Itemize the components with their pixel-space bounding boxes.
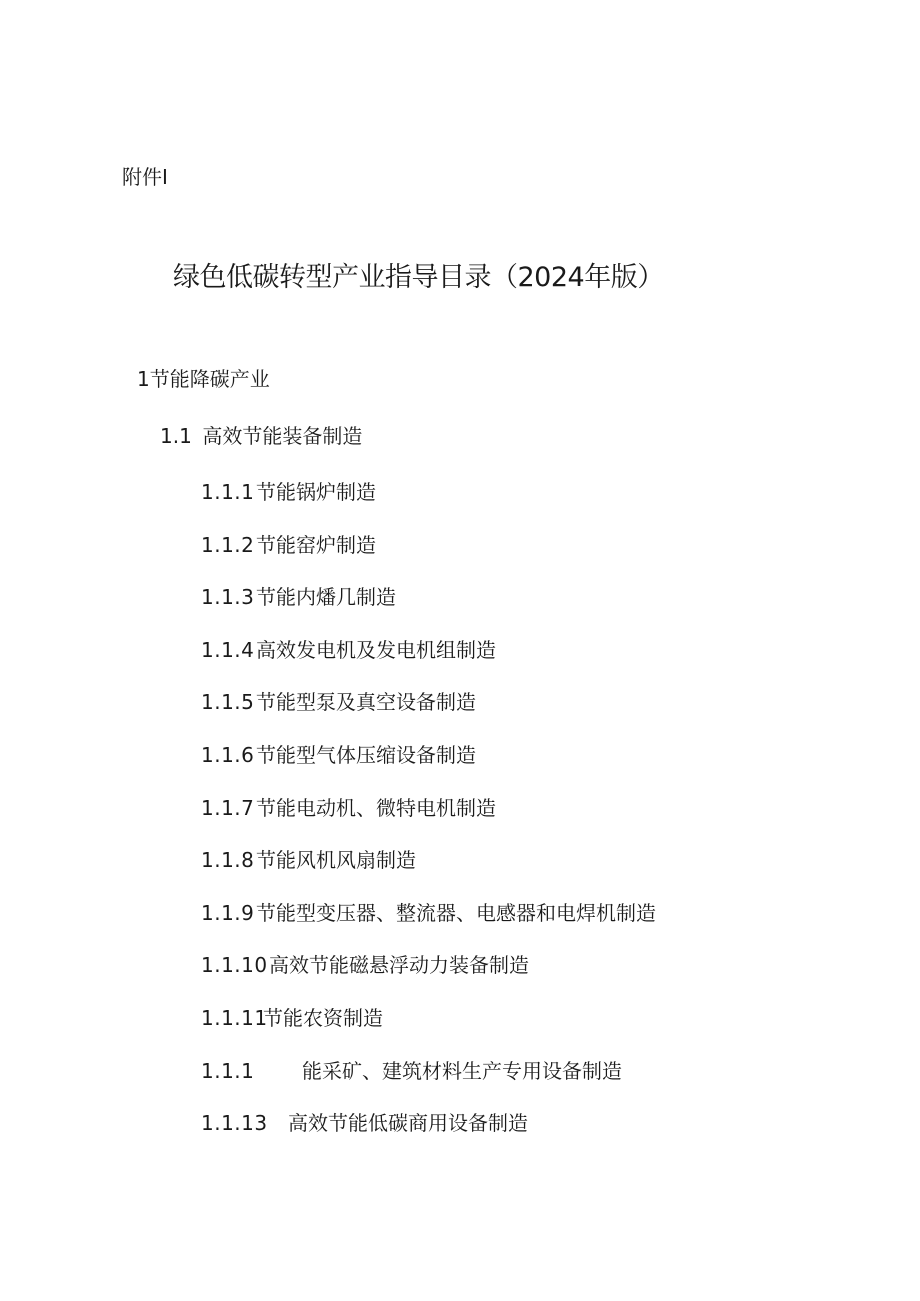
item-label: 高效节能磁悬浮动力装备制造 bbox=[269, 953, 529, 978]
item-number: 1.1.6 bbox=[201, 742, 255, 767]
item-label: 高效节能低碳商用设备制造 bbox=[288, 1111, 528, 1136]
item-number: 1.1.1 bbox=[201, 1058, 255, 1083]
item-number: 1.1.7 bbox=[201, 795, 255, 820]
item-label: 节能型变压器、整流器、电感器和电焊机制造 bbox=[256, 900, 656, 925]
catalog-item bbox=[201, 951, 656, 1004]
item-label: 节能型泵及真空设备制造 bbox=[256, 690, 476, 715]
item-label: 节能窑炉制造 bbox=[256, 532, 376, 557]
item-number: 1.1.3 bbox=[201, 585, 255, 610]
catalog-item bbox=[201, 583, 656, 636]
attachment-label: 附件I bbox=[122, 165, 168, 189]
subsection-label: 高效节能装备制造 bbox=[202, 424, 363, 448]
catalog-item bbox=[201, 741, 656, 794]
item-number: 1.1.10 bbox=[201, 953, 268, 978]
item-label: 节能型气体压缩设备制造 bbox=[256, 742, 476, 767]
item-label: 节能风机风扇制造 bbox=[256, 848, 416, 873]
subsection-heading bbox=[160, 422, 362, 450]
catalog-item bbox=[201, 794, 656, 847]
catalog-item bbox=[201, 846, 656, 899]
item-number: 1.1.2 bbox=[201, 532, 255, 557]
item-number: 1.1.11 bbox=[201, 1005, 268, 1030]
item-number: 1.1.8 bbox=[201, 848, 255, 873]
item-label: 节能锅炉制造 bbox=[256, 480, 376, 504]
item-number: 1.1.5 bbox=[201, 690, 255, 715]
catalog-item bbox=[201, 1004, 656, 1057]
item-label: 节能内燔几制造 bbox=[256, 585, 396, 610]
catalog-item bbox=[201, 478, 656, 531]
section-heading: 1节能降碳产业 bbox=[137, 367, 270, 391]
catalog-item bbox=[201, 1057, 656, 1110]
catalog-item bbox=[201, 531, 656, 584]
catalog-item bbox=[201, 899, 656, 952]
document-title: 绿色低碳转型产业指导目录（2024年版） bbox=[173, 262, 664, 293]
item-number: 1.1.4 bbox=[201, 637, 255, 662]
item-number: 1.1.13 bbox=[201, 1111, 268, 1136]
catalog-item-list bbox=[201, 478, 656, 1162]
item-label: 能采矿、建筑材料生产专用设备制造 bbox=[302, 1058, 622, 1083]
subsection-number: 1.1 bbox=[160, 424, 192, 448]
item-number: 1.1.9 bbox=[201, 900, 255, 925]
item-label: 节能电动机、微特电机制造 bbox=[256, 795, 496, 820]
catalog-item bbox=[201, 1109, 656, 1162]
item-label: 高效发电机及发电机组制造 bbox=[256, 637, 496, 662]
catalog-item bbox=[201, 688, 656, 741]
item-number: 1.1.1 bbox=[201, 480, 255, 504]
item-label: 节能农资制造 bbox=[263, 1005, 383, 1030]
catalog-item bbox=[201, 636, 656, 689]
